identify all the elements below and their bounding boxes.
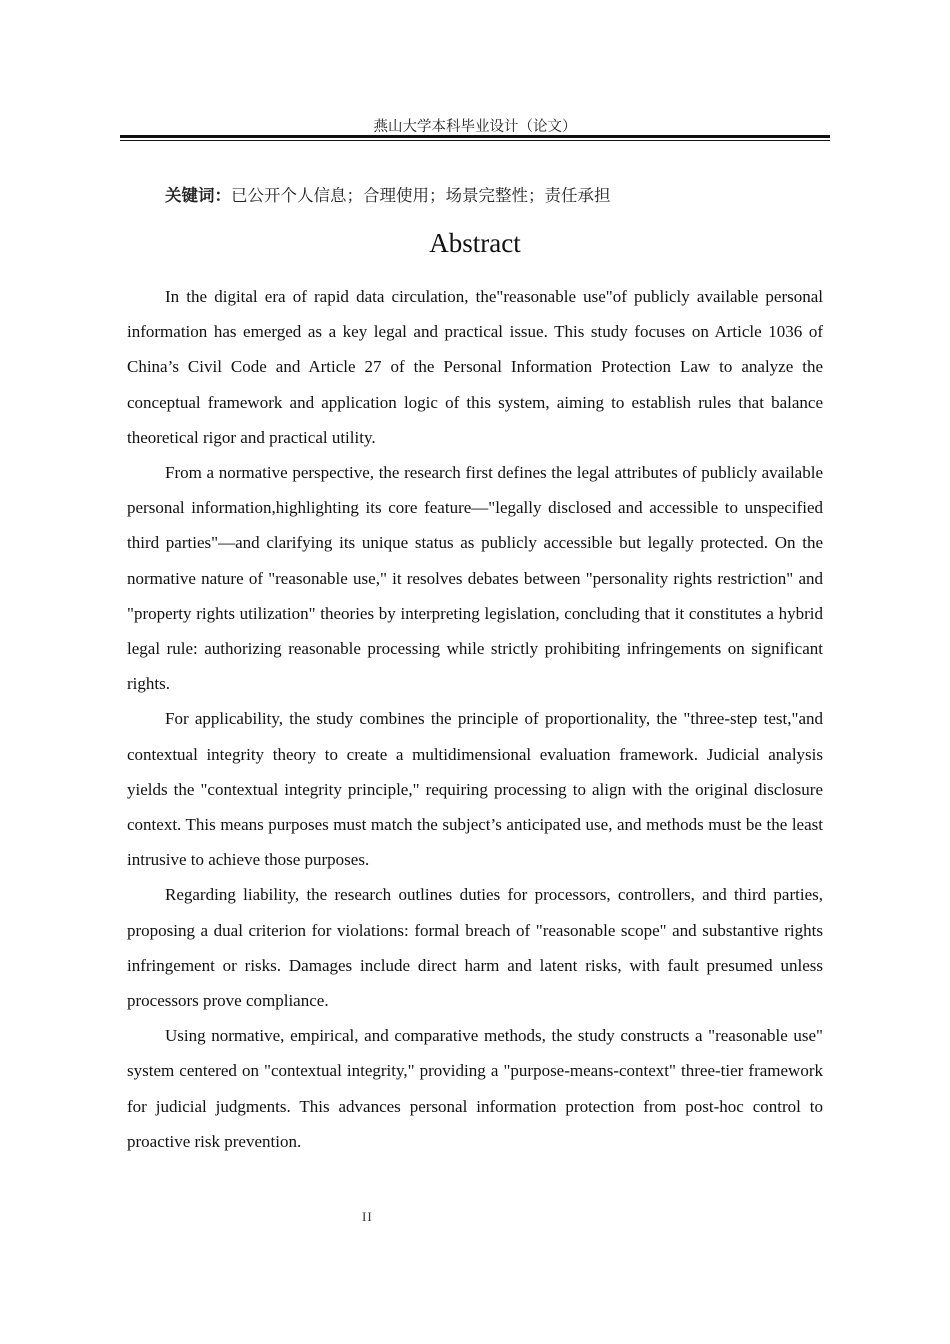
header-rule-thick — [120, 135, 830, 138]
keywords-values: 已公开个人信息；合理使用；场景完整性；责任承担 — [231, 186, 611, 205]
running-header: 燕山大学本科毕业设计（论文） — [373, 119, 577, 135]
abstract-paragraph-3: For applicability, the study combines the principle of proportionality, the "three-step test,"and contextual integrity theory to create a multidimensional evaluation framework. Judicial analysis yields the "contextual integrity principle," requiring processing to align with the original disclosure context. This means purposes must match the subject’s anticipated use, and methods must be the least intrusive to achieve those purposes. — [127, 709, 823, 870]
header-rule-thin — [120, 140, 830, 141]
abstract-paragraph-2: From a normative perspective, the research first defines the legal attributes of publicly available personal information,highlighting its core feature—"legally disclosed and accessible to unspecified third parties"—and clarifying its unique status as publicly accessible but legally protected. On the normative nature of "reasonable use," it resolves debates between "personality rights restriction" and "property rights utilization" theories by interpreting legislation, concluding that it constitutes a hybrid legal rule: authorizing reasonable processing while strictly prohibiting infringements on significant rights. — [127, 463, 823, 694]
keywords-line — [165, 182, 611, 206]
page-number: II — [362, 1209, 373, 1224]
abstract-paragraph-4: Regarding liability, the research outlines duties for processors, controllers, and third parties, proposing a dual criterion for violations: formal breach of "reasonable scope" and substantive rights infringement or risks. Damages include direct harm and latent risks, with fault presumed unless processors prove compliance. — [127, 885, 823, 1011]
abstract-body — [127, 279, 823, 1159]
abstract-paragraph-5: Using normative, empirical, and comparative methods, the study constructs a "reasonable use" system centered on "contextual integrity," providing a "purpose-means-context" three-tier framework for judicial judgments. This advances personal information protection from post-hoc control to proactive risk prevention. — [127, 1026, 823, 1151]
abstract-title: Abstract — [429, 228, 521, 258]
keywords-label: 关键词： — [165, 186, 231, 205]
abstract-paragraph-1: In the digital era of rapid data circulation, the"reasonable use"of publicly available personal information has emerged as a key legal and practical issue. This study focuses on Article 1036 of China’s Civil Code and Article 27 of the Personal Information Protection Law to analyze the conceptual framework and application logic of this system, aiming to establish rules that balance theoretical rigor and practical utility. — [127, 287, 823, 447]
